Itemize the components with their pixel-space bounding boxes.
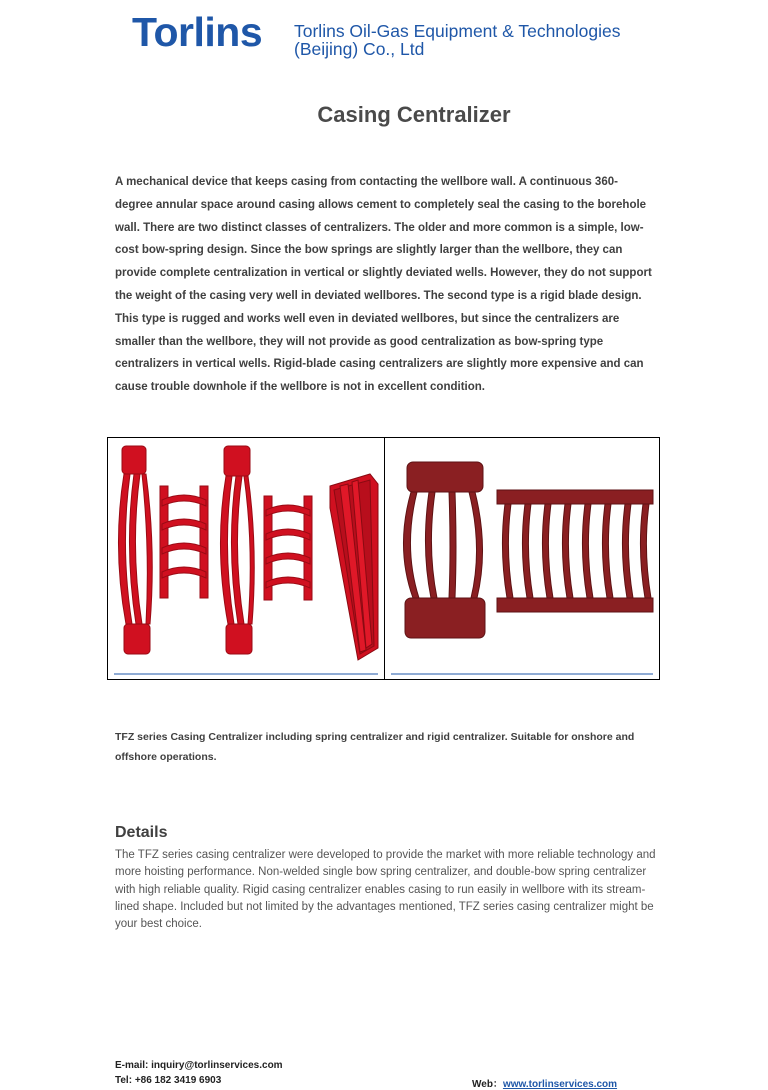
details-heading: Details bbox=[115, 824, 168, 841]
company-name-line1: Torlins Oil-Gas Equipment & Technologies bbox=[294, 21, 621, 41]
company-name bbox=[294, 22, 654, 58]
rigid-centralizer-image bbox=[385, 438, 659, 679]
product-image-table bbox=[107, 437, 660, 680]
rigid-centralizer-illustration bbox=[385, 438, 659, 679]
image-caption: TFZ series Casing Centralizer including spring centralizer and rigid centralizer. Suitable for onshore and offshore operations. bbox=[115, 731, 635, 763]
spring-centralizer-image bbox=[108, 438, 385, 679]
page-title: Casing Centralizer bbox=[317, 102, 511, 127]
footer-email: E-mail: inquiry@torlinservices.com bbox=[115, 1060, 283, 1071]
company-name-line2: (Beijing) Co., Ltd bbox=[294, 39, 425, 59]
footer-web-label: Web： bbox=[472, 1079, 503, 1090]
footer-tel: Tel: +86 182 3419 6903 bbox=[115, 1075, 222, 1086]
spring-centralizer-illustration bbox=[108, 438, 384, 679]
footer-web-link[interactable]: www.torlinservices.com bbox=[502, 1079, 618, 1090]
company-logo bbox=[132, 8, 262, 56]
footer-web bbox=[472, 1075, 617, 1090]
details-paragraph: The TFZ series casing centralizer were developed to provide the market with more reliable technology and more hoisting performance. Non-welded single bow spring centralizer, and double-bow spring centralizer with high reliable quality. Rigid casing centralizer enables casing to run easily in wellbore with its stream-lined shape. Included but not limited by the advantages mentioned, TFZ series casing centralizer might be your best choice. bbox=[115, 849, 656, 931]
logo-text: Torlins bbox=[132, 9, 263, 55]
intro-paragraph: A mechanical device that keeps casing from contacting the wellbore wall. A continuous 360-degree annular space around casing allows cement to completely seal the casing to the borehole wall. There are two distinct classes of centralizers. The older and more common is a simple, low-cost bow-spring design. Since the bow springs are slightly larger than the wellbore, they can provide complete centralization in vertical or slightly deviated wells. However, they do not support the weight of the casing very well in deviated wellbores. The second type is a rigid blade design. This type is rugged and works well even in deviated wellbores, but since the centralizers are smaller than the wellbore, they will not provide as good centralization as bow-spring type centralizers in vertical wells. Rigid-blade casing centralizers are slightly more expensive and can cause trouble downhole if the wellbore is not in excellent condition. bbox=[115, 176, 652, 394]
